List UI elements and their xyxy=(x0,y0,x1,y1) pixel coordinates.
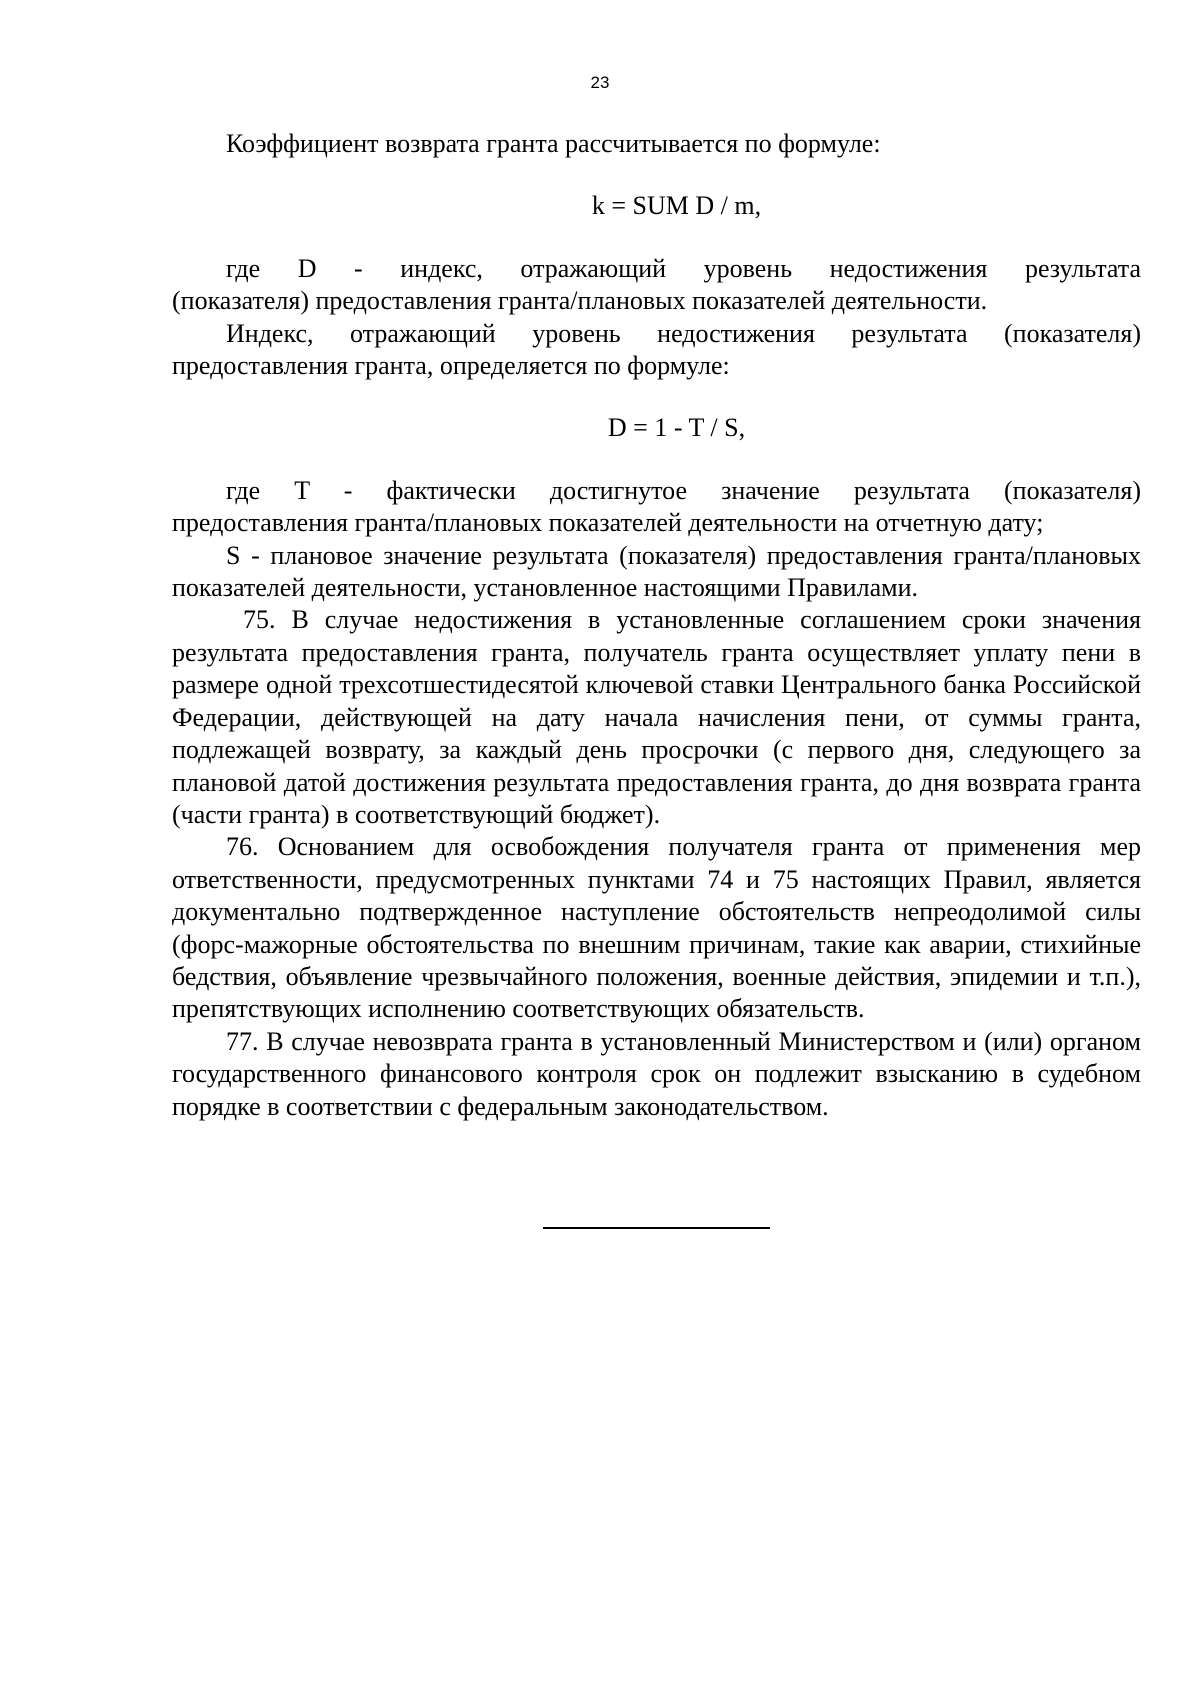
paragraph-76: 76. Основанием для освобождения получателя гранта от применения мер ответственности, предусмотренных пунктами 74 и 75 настоящих Правил, является документально подтвержденное наступление обстоятельств непреодолимой силы (форс-мажорные обстоятельства по внешним причинам, такие как аварии, стихийные бедствия, объявление чрезвычайного положения, военные действия, эпидемии и т.п.), препятствующих исполнению соответствующих обязательств. xyxy=(172,832,1141,1024)
formula-k: k = SUM D / m, xyxy=(591,191,762,221)
document-body xyxy=(172,128,1141,1123)
where-t-paragraph xyxy=(172,475,1141,540)
where-t-line-1: где T - фактически достигнутое значение результата (показателя) xyxy=(226,475,1141,505)
formula-d: D = 1 - T / S, xyxy=(607,413,746,443)
paragraph-75: 75. В случае недостижения в установленные соглашением сроки значения результата предоставления гранта, получатель гранта осуществляет уплату пени в размере одной трехсотшестидесятой ключевой ставки Центрального банка Российской Федерации, действующей на дату начала начисления пени, от суммы гранта, подлежащей возврату, за каждый день просрочки (с первого дня, следующего за плановой датой достижения результата предоставления гранта, до дня возврата гранта (части гранта) в соответствующий бюджет). xyxy=(172,605,1141,829)
index-definition-paragraph: Индекс, отражающий уровень недостижения результата (показателя) предоставления гранта, определяется по формуле: xyxy=(172,318,1141,381)
page-number: 23 xyxy=(590,73,610,92)
where-s-paragraph: S - плановое значение результата (показателя) предоставления гранта/плановых показателей деятельности, установленное настоящими Правилами. xyxy=(172,540,1141,603)
where-d-paragraph xyxy=(172,253,1141,318)
where-d-line-1: где D - индекс, отражающий уровень недостижения результата xyxy=(226,253,1141,283)
where-d-line-2: (показателя) предоставления гранта/плановых показателей деятельности. xyxy=(172,286,988,316)
end-of-document-rule xyxy=(543,1227,770,1229)
where-t-line-2: предоставления гранта/плановых показателей деятельности на отчетную дату; xyxy=(172,508,1044,538)
intro-paragraph: Коэффициент возврата гранта рассчитывается по формуле: xyxy=(226,129,881,158)
paragraph-77: 77. В случае невозврата гранта в установленный Министерством и (или) органом государственного финансового контроля срок он подлежит взысканию в судебном порядке в соответствии с федеральным законодательством. xyxy=(172,1026,1141,1121)
